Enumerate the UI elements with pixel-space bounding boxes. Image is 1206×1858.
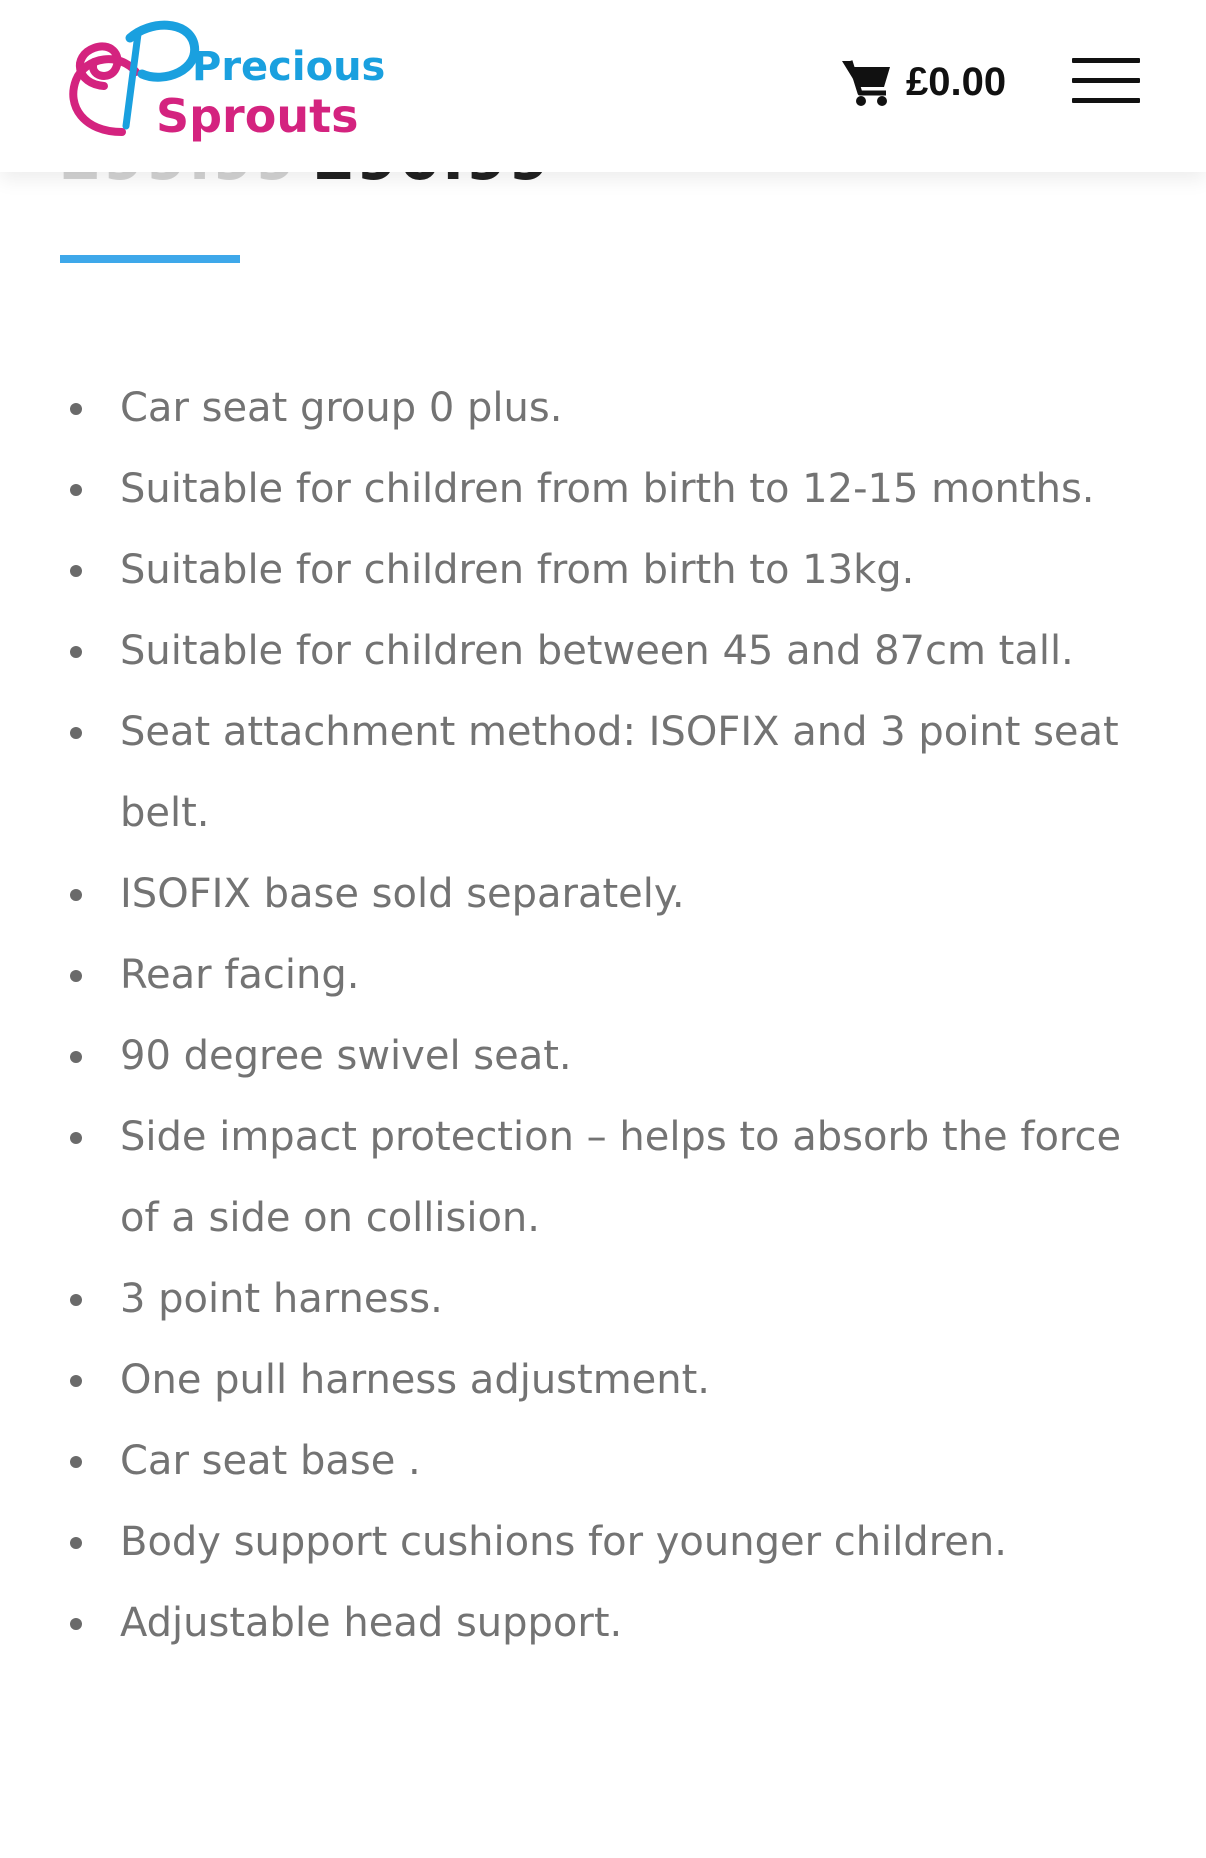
- feature-item: 3 point harness.: [0, 1259, 1206, 1340]
- feature-item: ISOFIX base sold separately.: [0, 854, 1206, 935]
- feature-item: One pull harness adjustment.: [0, 1340, 1206, 1421]
- feature-item: Suitable for children from birth to 12-15 months.: [0, 449, 1206, 530]
- feature-item: 90 degree swivel seat.: [0, 1016, 1206, 1097]
- menu-line: [1072, 58, 1140, 63]
- cart-total: £0.00: [906, 59, 1007, 104]
- cart-link[interactable]: [840, 52, 1006, 112]
- feature-item: Seat attachment method: ISOFIX and 3 point seat belt.: [0, 692, 1206, 854]
- feature-item: Suitable for children between 45 and 87cm tall.: [0, 611, 1206, 692]
- feature-item: Suitable for children from birth to 13kg.: [0, 530, 1206, 611]
- feature-item: Adjustable head support.: [0, 1583, 1206, 1664]
- hamburger-menu-icon[interactable]: [1072, 56, 1142, 106]
- product-features-list: [0, 368, 1206, 1664]
- site-logo[interactable]: [64, 14, 386, 154]
- svg-text:Sprouts: Sprouts: [156, 89, 359, 143]
- feature-item: Car seat group 0 plus.: [0, 368, 1206, 449]
- menu-line: [1072, 78, 1140, 83]
- site-header: [0, 0, 1206, 172]
- feature-item: Side impact protection – helps to absorb the force of a side on collision.: [0, 1097, 1206, 1259]
- feature-item: Rear facing.: [0, 935, 1206, 1016]
- feature-item: Body support cushions for younger children.: [0, 1502, 1206, 1583]
- precious-sprouts-logo-icon: [64, 14, 386, 154]
- menu-line: [1072, 98, 1140, 103]
- price-divider: [60, 255, 240, 263]
- svg-text:Precious: Precious: [192, 44, 386, 90]
- shopping-cart-icon: [840, 57, 892, 107]
- feature-item: Car seat base .: [0, 1421, 1206, 1502]
